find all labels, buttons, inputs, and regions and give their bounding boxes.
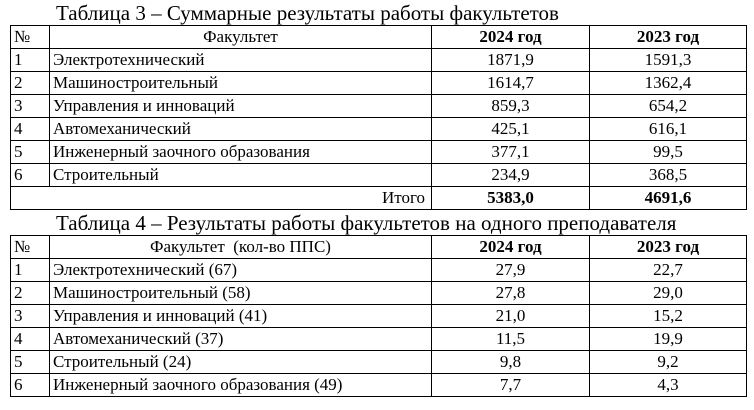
table3-header-2023: 2023 год — [590, 26, 747, 49]
row-value-2024: 21,0 — [432, 305, 590, 328]
row-value-2023: 1591,3 — [590, 49, 747, 72]
row-value-2023: 4,3 — [590, 374, 747, 397]
row-faculty: Машиностроительный — [50, 72, 432, 95]
table3-header-num: № — [11, 26, 50, 49]
document — [10, 2, 746, 397]
row-value-2024: 11,5 — [432, 328, 590, 351]
row-value-2023: 22,7 — [590, 259, 747, 282]
table-row — [11, 164, 747, 187]
row-num: 3 — [11, 305, 50, 328]
row-num: 1 — [11, 49, 50, 72]
row-value-2024: 1614,7 — [432, 72, 590, 95]
row-num: 3 — [11, 95, 50, 118]
table3 — [10, 25, 747, 210]
row-value-2024: 859,3 — [432, 95, 590, 118]
total-value-2024: 5383,0 — [432, 187, 590, 210]
row-num: 2 — [11, 282, 50, 305]
table-row — [11, 141, 747, 164]
table3-header-row — [11, 26, 747, 49]
table4-header-row — [11, 236, 747, 259]
row-value-2023: 99,5 — [590, 141, 747, 164]
table-row — [11, 374, 747, 397]
table-row — [11, 72, 747, 95]
table4-header-2024: 2024 год — [432, 236, 590, 259]
total-empty-cell — [11, 187, 50, 210]
total-label: Итого — [50, 187, 432, 210]
table3-header-faculty: Факультет — [50, 26, 432, 49]
row-value-2024: 7,7 — [432, 374, 590, 397]
row-value-2024: 425,1 — [432, 118, 590, 141]
row-faculty: Строительный — [50, 164, 432, 187]
row-faculty: Автомеханический — [50, 118, 432, 141]
table3-total-row — [11, 187, 747, 210]
table3-caption: Таблица 3 – Суммарные результаты работы факультетов — [56, 1, 559, 25]
table3-header-2024: 2024 год — [432, 26, 590, 49]
table-row — [11, 305, 747, 328]
row-num: 5 — [11, 141, 50, 164]
row-num: 6 — [11, 374, 50, 397]
table-row — [11, 259, 747, 282]
table-row — [11, 95, 747, 118]
row-value-2024: 377,1 — [432, 141, 590, 164]
table4-header-faculty: Факультет (кол-во ППС) — [50, 236, 432, 259]
row-faculty: Инженерный заочного образования — [50, 141, 432, 164]
row-faculty: Строительный (24) — [50, 351, 432, 374]
row-num: 6 — [11, 164, 50, 187]
row-value-2023: 1362,4 — [590, 72, 747, 95]
table4-header-num: № — [11, 236, 50, 259]
table-row — [11, 351, 747, 374]
row-faculty: Управления и инноваций (41) — [50, 305, 432, 328]
row-faculty: Управления и инноваций — [50, 95, 432, 118]
row-faculty: Электротехнический (67) — [50, 259, 432, 282]
row-value-2024: 1871,9 — [432, 49, 590, 72]
row-value-2024: 27,8 — [432, 282, 590, 305]
row-faculty: Инженерный заочного образования (49) — [50, 374, 432, 397]
row-value-2023: 9,2 — [590, 351, 747, 374]
row-num: 5 — [11, 351, 50, 374]
row-value-2023: 29,0 — [590, 282, 747, 305]
row-num: 4 — [11, 118, 50, 141]
table-row — [11, 118, 747, 141]
row-value-2023: 368,5 — [590, 164, 747, 187]
row-num: 4 — [11, 328, 50, 351]
row-faculty: Автомеханический (37) — [50, 328, 432, 351]
row-faculty: Машиностроительный (58) — [50, 282, 432, 305]
table4 — [10, 235, 747, 397]
row-value-2023: 15,2 — [590, 305, 747, 328]
row-value-2024: 27,9 — [432, 259, 590, 282]
row-value-2024: 234,9 — [432, 164, 590, 187]
row-num: 2 — [11, 72, 50, 95]
row-faculty: Электротехнический — [50, 49, 432, 72]
row-value-2023: 616,1 — [590, 118, 747, 141]
row-value-2023: 19,9 — [590, 328, 747, 351]
table-row — [11, 282, 747, 305]
row-value-2023: 654,2 — [590, 95, 747, 118]
table4-header-2023: 2023 год — [590, 236, 747, 259]
row-num: 1 — [11, 259, 50, 282]
table-row — [11, 49, 747, 72]
row-value-2024: 9,8 — [432, 351, 590, 374]
table-row — [11, 328, 747, 351]
table4-caption: Таблица 4 – Результаты работы факультетов на одного преподавателя — [56, 211, 677, 235]
total-value-2023: 4691,6 — [590, 187, 747, 210]
